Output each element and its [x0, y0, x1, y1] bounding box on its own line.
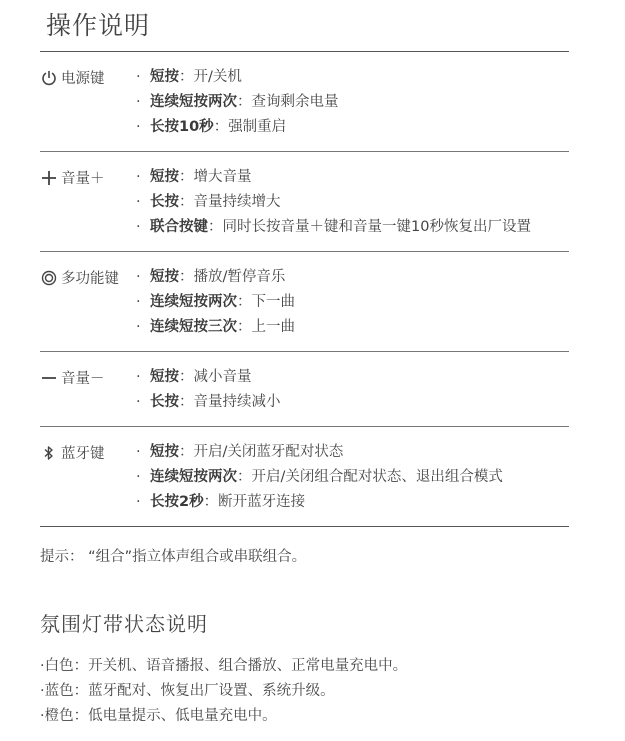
- key-label-group: [40, 267, 136, 288]
- key-label-group: [40, 167, 136, 188]
- key-name: 音量＋: [61, 171, 105, 187]
- list-item: · 连续短按两次：下一曲: [136, 294, 295, 310]
- list-item: · 长按：音量持续增大: [136, 194, 281, 210]
- plus-icon: [40, 169, 58, 187]
- list-item: · 短按：开/关机: [136, 69, 242, 85]
- tip-note: 提示： “组合”指立体声组合或串联组合。: [40, 549, 307, 565]
- key-name: 音量－: [61, 371, 105, 387]
- divider: [40, 151, 569, 152]
- list-item: ·橙色：低电量提示、低电量充电中。: [40, 708, 277, 724]
- list-item: · 连续短按两次：查询剩余电量: [136, 94, 339, 110]
- divider: [40, 351, 569, 352]
- bluetooth-icon: [40, 444, 58, 462]
- list-item: · 连续短按两次：开启/关闭组合配对状态、退出组合模式: [136, 469, 503, 485]
- list-item: · 短按：开启/关闭蓝牙配对状态: [136, 444, 344, 460]
- list-item: · 长按10秒：强制重启: [136, 119, 287, 135]
- key-name: 多功能键: [61, 271, 119, 287]
- list-item: · 连续短按三次：上一曲: [136, 319, 295, 335]
- divider: [40, 251, 569, 252]
- list-item: · 联合按键：同时长按音量＋键和音量一键10秒恢复出厂设置: [136, 219, 531, 235]
- divider: [40, 526, 569, 527]
- light-status-title: 氛围灯带状态说明: [40, 612, 208, 636]
- list-item: ·蓝色：蓝牙配对、恢复出厂设置、系统升级。: [40, 683, 335, 699]
- key-name: 电源键: [61, 71, 105, 87]
- power-icon: [40, 69, 58, 87]
- key-label-group: [40, 442, 136, 463]
- list-item: · 短按：减小音量: [136, 369, 252, 385]
- multifunction-icon: [40, 269, 58, 287]
- list-item: · 短按：播放/暂停音乐: [136, 269, 286, 285]
- divider: [40, 426, 569, 427]
- divider: [40, 51, 569, 52]
- key-label-group: [40, 367, 136, 388]
- key-name: 蓝牙键: [61, 446, 105, 462]
- list-item: · 长按2秒：断开蓝牙连接: [136, 494, 306, 510]
- page-title: 操作说明: [46, 11, 151, 40]
- key-label-group: [40, 67, 136, 88]
- list-item: · 短按：增大音量: [136, 169, 252, 185]
- list-item: ·白色：开关机、语音播报、组合播放、正常电量充电中。: [40, 658, 408, 674]
- minus-icon: [40, 369, 58, 387]
- list-item: · 长按：音量持续减小: [136, 394, 281, 410]
